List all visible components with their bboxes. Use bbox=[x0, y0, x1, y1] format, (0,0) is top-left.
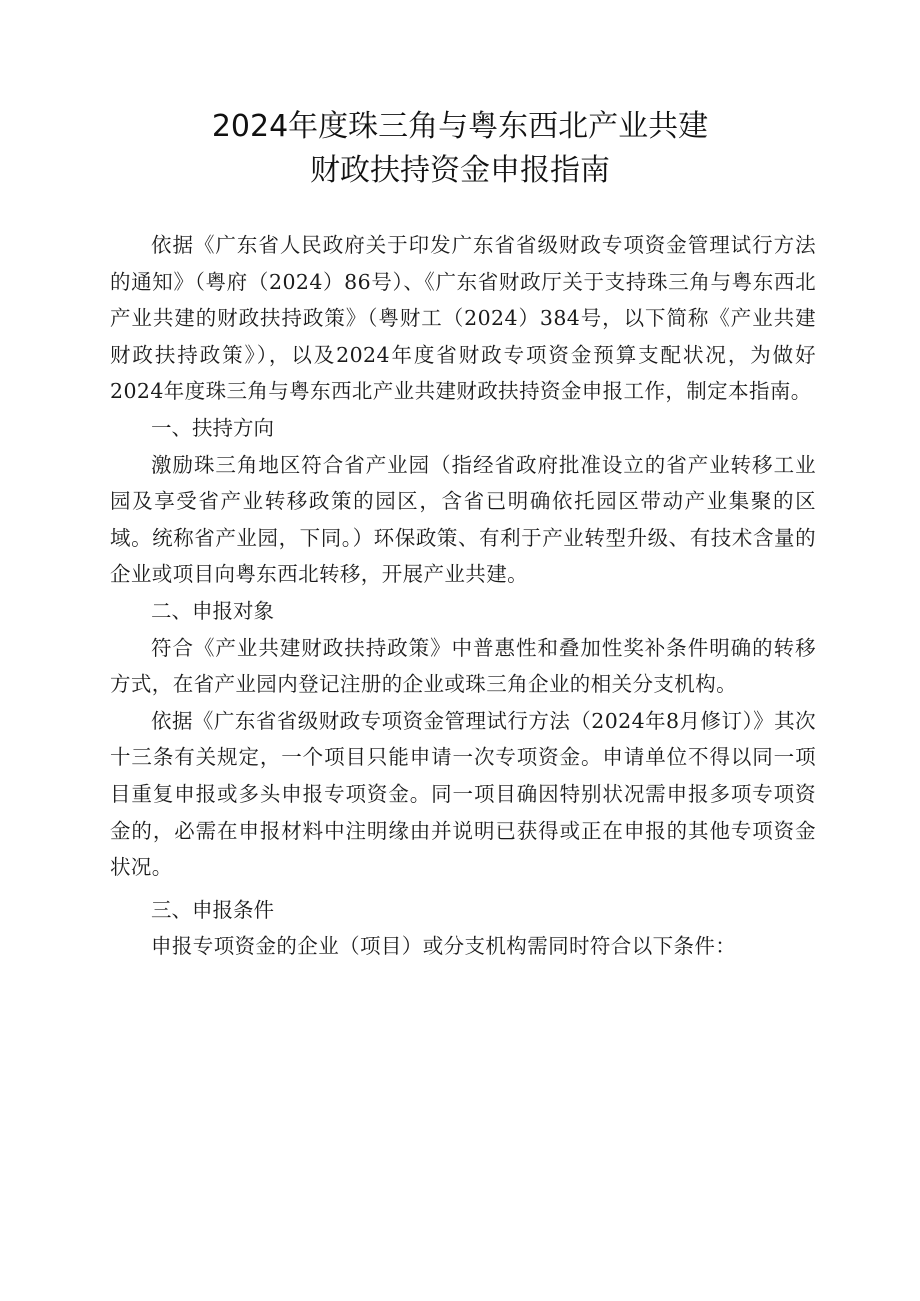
document-title-line-2: 财政扶持资金申报指南 bbox=[310, 153, 610, 188]
document-title-line-1: 2024年度珠三角与粤东西北产业共建 bbox=[211, 109, 709, 144]
section-1-heading: 一、扶持方向 bbox=[151, 415, 274, 440]
section-3-paragraph: 申报专项资金的企业（项目）或分支机构需同时符合以下条件： bbox=[151, 934, 737, 959]
section-2-heading: 二、申报对象 bbox=[151, 598, 274, 623]
section-2-paragraph-1: 符合《产业共建财政扶持政策》中普惠性和叠加性奖补条件明确的转移方式，在省产业园内登记注册的企业或珠三角企业的相关分支机构。 bbox=[110, 635, 816, 697]
intro-paragraph: 依据《广东省人民政府关于印发广东省省级财政专项资金管理试行方法的通知》（粤府（2024）86号）、《广东省财政厅关于支持珠三角与粤东西北产业共建的财政扶持政策》（粤财工（2024）384号，以下简称《产业共建财政扶持政策》），以及2024年度省财政专项资金预算支配状况，为做好2024年度珠三角与粤东西北产业共建财政扶持资金申报工作，制定本指南。 bbox=[110, 233, 816, 404]
section-1-paragraph: 激励珠三角地区符合省产业园（指经省政府批准设立的省产业转移工业园及享受省产业转移政策的园区，含省已明确依托园区带动产业集聚的区域。统称省产业园，下同。）环保政策、有利于产业转型升级、有技术含量的企业或项目向粤东西北转移，开展产业共建。 bbox=[110, 452, 816, 587]
section-3-heading: 三、申报条件 bbox=[151, 897, 274, 922]
document-body bbox=[110, 227, 816, 965]
section-2-paragraph-2: 依据《广东省省级财政专项资金管理试行方法（2024年8月修订）》其次十三条有关规定，一个项目只能申请一次专项资金。申请单位不得以同一项目重复申报或多头申报专项资金。同一项目确因特别状况需申报多项专项资金的，必需在申报材料中注明缘由并说明已获得或正在申报的其他专项资金状况。 bbox=[110, 708, 816, 880]
